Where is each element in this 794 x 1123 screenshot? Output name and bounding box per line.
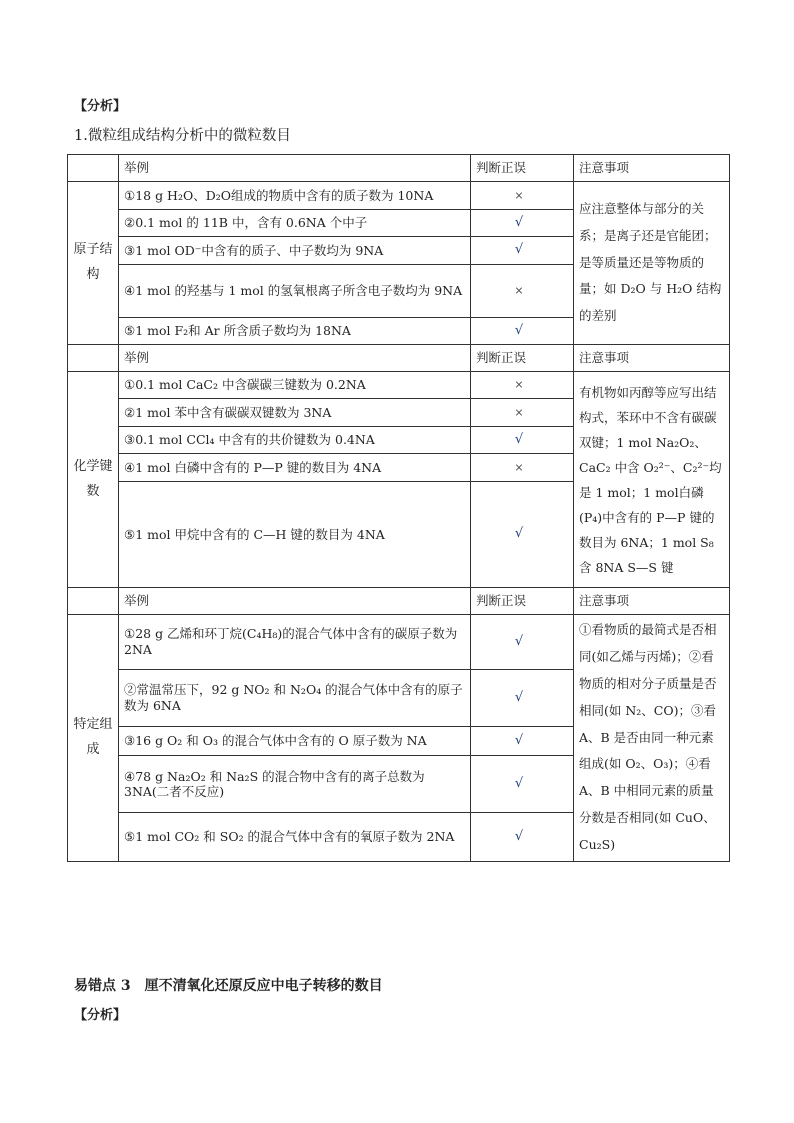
mark-cell: × <box>471 265 574 318</box>
header-example: 举例 <box>119 155 471 182</box>
header-judgement: 判断正误 <box>471 345 574 372</box>
mark-cell: √ <box>471 427 574 454</box>
note-cell: 有机物如丙醇等应写出结构式，苯环中不含有碳碳双键；1 mol Na₂O₂、CaC₂ 中含 O₂²⁻、C₂²⁻均是 1 mol；1 mol白磷(P₄)中含有的 P—P 键的数目为 6NA；1 mol S₈ 含 8NA S—S 键 <box>574 372 730 588</box>
header-empty-cell <box>68 155 119 182</box>
example-cell: ④1 mol 的羟基与 1 mol 的氢氧根离子所含电子数均为 9NA <box>119 265 471 318</box>
header-judgement: 判断正误 <box>471 155 574 182</box>
category-cell: 原子结构 <box>68 182 119 345</box>
particle-count-table <box>67 154 730 862</box>
example-cell: ⑤1 mol 甲烷中含有的 C—H 键的数目为 4NA <box>119 482 471 588</box>
error-point-title: 易错点 3 厘不清氧化还原反应中电子转移的数目 <box>74 978 383 994</box>
table-row <box>68 615 730 670</box>
mark-cell: √ <box>471 237 574 265</box>
table-header-row <box>68 588 730 615</box>
example-cell: ④78 g Na₂O₂ 和 Na₂S 的混合物中含有的离子总数为 3NA(二者不反应) <box>119 756 471 813</box>
mark-cell: × <box>471 454 574 482</box>
mark-cell: √ <box>471 210 574 237</box>
example-cell: ③16 g O₂ 和 O₃ 的混合气体中含有的 O 原子数为 NA <box>119 726 471 756</box>
header-empty-cell <box>68 345 119 372</box>
mark-cell: √ <box>471 615 574 670</box>
header-judgement: 判断正误 <box>471 588 574 615</box>
example-cell: ①0.1 mol CaC₂ 中含碳碳三键数为 0.2NA <box>119 372 471 399</box>
table-header-row <box>68 345 730 372</box>
mark-cell: × <box>471 399 574 427</box>
mark-cell: √ <box>471 756 574 813</box>
note-cell: 应注意整体与部分的关系；是离子还是官能团；是等质量还是等物质的量；如 D₂O 与 H₂O 结构的差别 <box>574 182 730 345</box>
example-cell: ③1 mol OD⁻中含有的质子、中子数均为 9NA <box>119 237 471 265</box>
category-cell: 特定组成 <box>68 615 119 862</box>
analysis-label-top: 【分析】 <box>74 99 127 114</box>
mark-cell: × <box>471 372 574 399</box>
analysis-label-bottom: 【分析】 <box>74 1008 127 1023</box>
note-cell: ①看物质的最简式是否相同(如乙烯与丙烯)；②看物质的相对分子质量是否相同(如 N₂、CO)；③看 A、B 是否由同一种元素组成(如 O₂、O₃)；④看 A、B 中相同元素的质量分数是否相同(如 CuO、Cu₂S) <box>574 615 730 862</box>
mark-cell: √ <box>471 726 574 756</box>
section-title: 1.微粒组成结构分析中的微粒数目 <box>74 128 291 144</box>
mark-cell: × <box>471 182 574 210</box>
header-example: 举例 <box>119 588 471 615</box>
table-row <box>68 182 730 210</box>
example-cell: ④1 mol 白磷中含有的 P—P 键的数目为 4NA <box>119 454 471 482</box>
mark-cell: √ <box>471 813 574 862</box>
header-notes: 注意事项 <box>574 345 730 372</box>
header-example: 举例 <box>119 345 471 372</box>
example-cell: ②0.1 mol 的 11B 中，含有 0.6NA 个中子 <box>119 210 471 237</box>
example-cell: ②常温常压下，92 g NO₂ 和 N₂O₄ 的混合气体中含有的原子数为 6NA <box>119 669 471 726</box>
mark-cell: √ <box>471 669 574 726</box>
header-empty-cell <box>68 588 119 615</box>
category-cell: 化学键数 <box>68 372 119 588</box>
example-cell: ⑤1 mol F₂和 Ar 所含质子数均为 18NA <box>119 318 471 345</box>
example-cell: ①18 g H₂O、D₂O组成的物质中含有的质子数为 10NA <box>119 182 471 210</box>
example-cell: ③0.1 mol CCl₄ 中含有的共价键数为 0.4NA <box>119 427 471 454</box>
table-row <box>68 372 730 399</box>
header-notes: 注意事项 <box>574 155 730 182</box>
table-header-row <box>68 155 730 182</box>
header-notes: 注意事项 <box>574 588 730 615</box>
example-cell: ⑤1 mol CO₂ 和 SO₂ 的混合气体中含有的氧原子数为 2NA <box>119 813 471 862</box>
mark-cell: √ <box>471 482 574 588</box>
example-cell: ②1 mol 苯中含有碳碳双键数为 3NA <box>119 399 471 427</box>
example-cell: ①28 g 乙烯和环丁烷(C₄H₈)的混合气体中含有的碳原子数为 2NA <box>119 615 471 670</box>
mark-cell: √ <box>471 318 574 345</box>
